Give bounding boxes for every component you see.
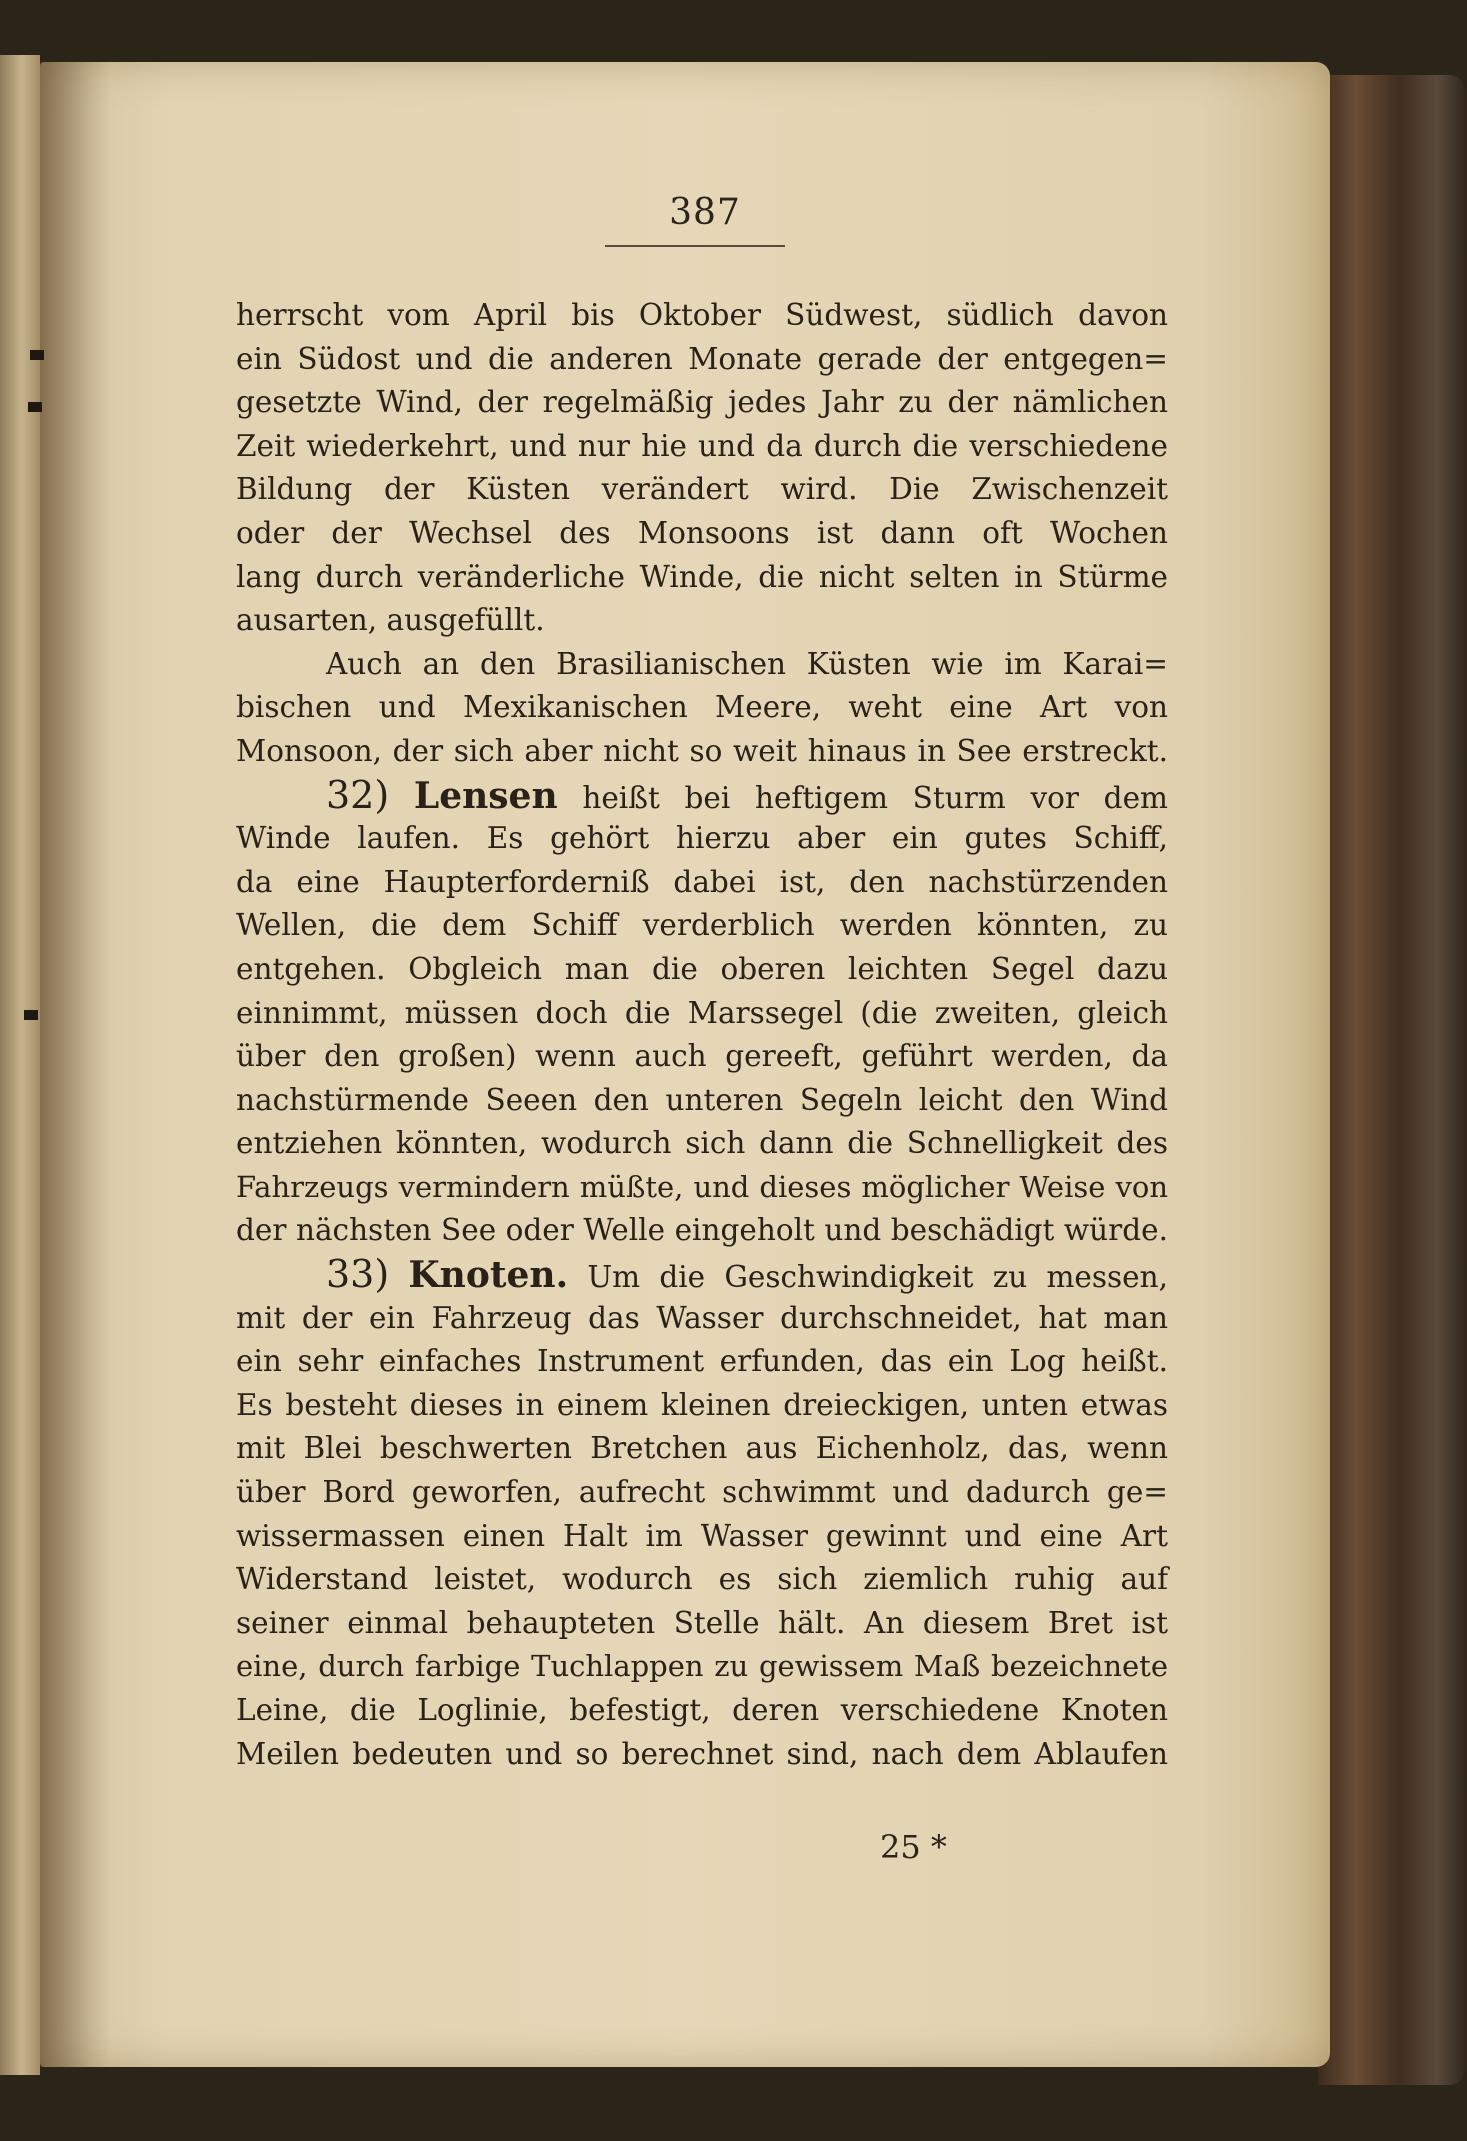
body-text <box>236 294 1168 1776</box>
text-line: wissermassen einen Halt im Wasser gewinnt und eine Art <box>236 1518 1168 1553</box>
text-line: oder der Wechsel des Monsoons ist dann oft Wochen <box>236 515 1168 550</box>
text-line: ein sehr einfaches Instrument erfunden, das ein Log heißt. <box>236 1344 1168 1379</box>
text-line: einnimmt, müssen doch die Marssegel (die zweiten, gleich <box>236 995 1168 1030</box>
text-line: Widerstand leistet, wodurch es sich ziemlich ruhig auf <box>236 1562 1168 1597</box>
text-line: Zeit wiederkehrt, und nur hie und da durch die verschiedene <box>236 428 1168 463</box>
text-line: Fahrzeugs vermindern müßte, und dieses möglicher Weise von <box>236 1169 1168 1204</box>
section-text: heißt bei heftigem Sturm vor dem <box>582 780 1168 815</box>
signature-mark: 25 * <box>880 1828 947 1866</box>
binding-mark <box>24 1010 38 1020</box>
gutter-shadow <box>40 62 110 2067</box>
section-heading-line <box>236 774 1168 818</box>
text-line: Winde laufen. Es gehört hierzu aber ein gutes Schiff, <box>236 821 1168 856</box>
text-line: lang durch veränderliche Winde, die nicht selten in Stürme <box>236 559 1168 594</box>
section-term: Knoten. <box>408 1254 569 1297</box>
text-line: mit Blei beschwerten Bretchen aus Eichenholz, das, wenn <box>236 1431 1168 1466</box>
section-term: Lensen <box>413 774 558 817</box>
header-rule <box>605 245 785 247</box>
text-line: Auch an den Brasilianischen Küsten wie im Karai= <box>326 646 1168 681</box>
text-line: ein Südost und die anderen Monate gerade der entgegen= <box>236 341 1168 376</box>
text-line: nachstürmende Seeen den unteren Segeln leicht den Wind <box>236 1082 1168 1117</box>
text-line: entziehen könnten, wodurch sich dann die Schnelligkeit des <box>236 1126 1168 1161</box>
section-text: Um die Geschwindigkeit zu messen, <box>587 1260 1168 1295</box>
binding-mark <box>28 402 42 412</box>
text-line: ausarten, ausgefüllt. <box>236 603 545 638</box>
page-number: 387 <box>669 192 741 233</box>
section-number: 32) <box>326 772 390 817</box>
text-line: seiner einmal behaupteten Stelle hält. An diesem Bret ist <box>236 1605 1168 1640</box>
text-line: über den großen) wenn auch gereeft, geführt werden, da <box>236 1039 1168 1074</box>
text-line: mit der ein Fahrzeug das Wasser durchschneidet, hat man <box>236 1300 1168 1335</box>
text-line: herrscht vom April bis Oktober Südwest, südlich davon <box>236 298 1168 332</box>
binding-mark <box>30 350 44 360</box>
text-line: Leine, die Loglinie, befestigt, deren verschiedene Knoten <box>236 1693 1168 1727</box>
text-line: Meilen bedeuten und so berechnet sind, nach dem Ablaufen <box>236 1736 1168 1771</box>
text-line: Monsoon, der sich aber nicht so weit hinaus in See erstreckt. <box>236 733 1168 768</box>
text-line: bischen und Mexikanischen Meere, weht eine Art von <box>236 690 1168 725</box>
section-heading-line <box>236 1253 1168 1297</box>
text-line: entgehen. Obgleich man die oberen leichten Segel dazu <box>236 951 1168 986</box>
text-line: gesetzte Wind, der regelmäßig jedes Jahr zu der nämlichen <box>236 385 1168 420</box>
text-line: Es besteht dieses in einem kleinen dreieckigen, unten etwas <box>236 1387 1168 1422</box>
text-line: eine, durch farbige Tuchlappen zu gewissem Maß bezeichnete <box>236 1649 1168 1684</box>
text-line: Wellen, die dem Schiff verderblich werden könnten, zu <box>236 908 1168 943</box>
text-line: da eine Haupterforderniß dabei ist, den nachstürzenden <box>236 864 1168 899</box>
text-line: über Bord geworfen, aufrecht schwimmt und dadurch ge= <box>236 1475 1168 1510</box>
text-line: der nächsten See oder Welle eingeholt und beschädigt würde. <box>236 1213 1168 1248</box>
section-number: 33) <box>326 1252 390 1297</box>
text-line: Bildung der Küsten verändert wird. Die Zwischenzeit <box>236 472 1168 507</box>
book-cover-edge <box>1318 75 1467 2085</box>
